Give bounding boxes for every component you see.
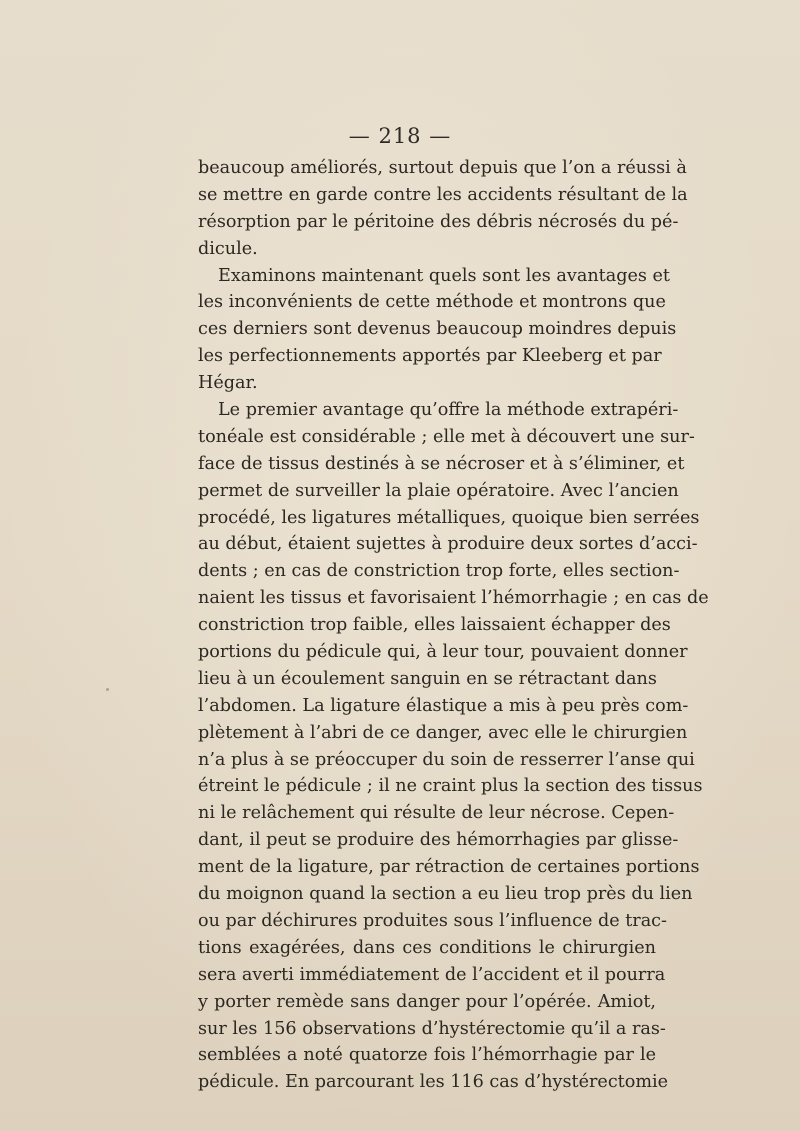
text-line: du moignon quand la section a eu lieu trop près du lien xyxy=(198,884,693,905)
text-line: Hégar. xyxy=(198,373,258,394)
text-line: portions du pédicule qui, à leur tour, pouvaient donner xyxy=(198,642,688,663)
body-text xyxy=(198,155,709,1096)
text-line: lieu à un écoulement sanguin en se rétractant dans xyxy=(198,668,657,689)
text-line: permet de surveiller la plaie opératoire. Avec l’ancien xyxy=(198,480,679,501)
text-line: les perfectionnements apportés par Kleeberg et par xyxy=(198,346,662,367)
text-line: naient les tissus et favorisaient l’hémorrhagie ; en cas de xyxy=(198,588,709,609)
text-line: pédicule. En parcourant les 116 cas d’hystérectomie xyxy=(198,1072,669,1093)
text-line: les inconvénients de cette méthode et montrons que xyxy=(198,292,666,313)
text-line: dicule. xyxy=(198,238,258,259)
text-line: sera averti immédiatement de l’accident et il pourra xyxy=(198,964,666,985)
text-line: semblées a noté quatorze fois l’hémorrhagie par le xyxy=(198,1045,656,1066)
paper-speck xyxy=(106,688,109,691)
text-line: ment de la ligature, par rétraction de certaines portions xyxy=(198,857,700,878)
text-line: n’a plus à se préoccuper du soin de resserrer l’anse qui xyxy=(198,749,695,770)
text-line: ces derniers sont devenus beaucoup moindres depuis xyxy=(198,319,677,340)
text-line: ou par déchirures produites sous l’influence de trac- xyxy=(198,910,667,931)
text-line: Examinons maintenant quels sont les avantages et xyxy=(218,265,670,286)
text-line: dant, il peut se produire des hémorrhagies par glisse- xyxy=(198,830,679,851)
text-line: se mettre en garde contre les accidents résultant de la xyxy=(198,184,688,205)
text-line: face de tissus destinés à se nécroser et à s’éliminer, et xyxy=(198,453,685,474)
text-line: beaucoup améliorés, surtout depuis que l’on a réussi à xyxy=(198,158,687,178)
text-line: tonéale est considérable ; elle met à découvert une sur- xyxy=(198,426,695,447)
text-line: dents ; en cas de constriction trop forte, elles section- xyxy=(198,561,680,582)
text-line: étreint le pédicule ; il ne craint plus la section des tissus xyxy=(198,776,703,797)
text-line: y porter remède sans danger pour l’opérée. Amiot, xyxy=(198,991,656,1012)
text-line: au début, étaient sujettes à produire deux sortes d’acci- xyxy=(198,534,698,555)
text-line: Le premier avantage qu’offre la méthode extrapéri- xyxy=(218,400,679,421)
text-line: constriction trop faible, elles laissaient échapper des xyxy=(198,615,671,636)
text-line: procédé, les ligatures métalliques, quoique bien serrées xyxy=(198,507,700,528)
text-line: plètement à l’abri de ce danger, avec elle le chirurgien xyxy=(198,722,688,743)
text-line: l’abdomen. La ligature élastique a mis à peu près com- xyxy=(198,695,689,716)
text-line: résorption par le péritoine des débris nécrosés du pé- xyxy=(198,211,679,232)
page-number: — 218 — xyxy=(348,124,452,148)
text-line: ni le relâchement qui résulte de leur nécrose. Cepen- xyxy=(198,803,675,824)
text-line: sur les 156 observations d’hystérectomie qu’il a ras- xyxy=(198,1018,666,1039)
text-line: tions exagérées, dans ces conditions le chirurgien xyxy=(198,937,656,958)
